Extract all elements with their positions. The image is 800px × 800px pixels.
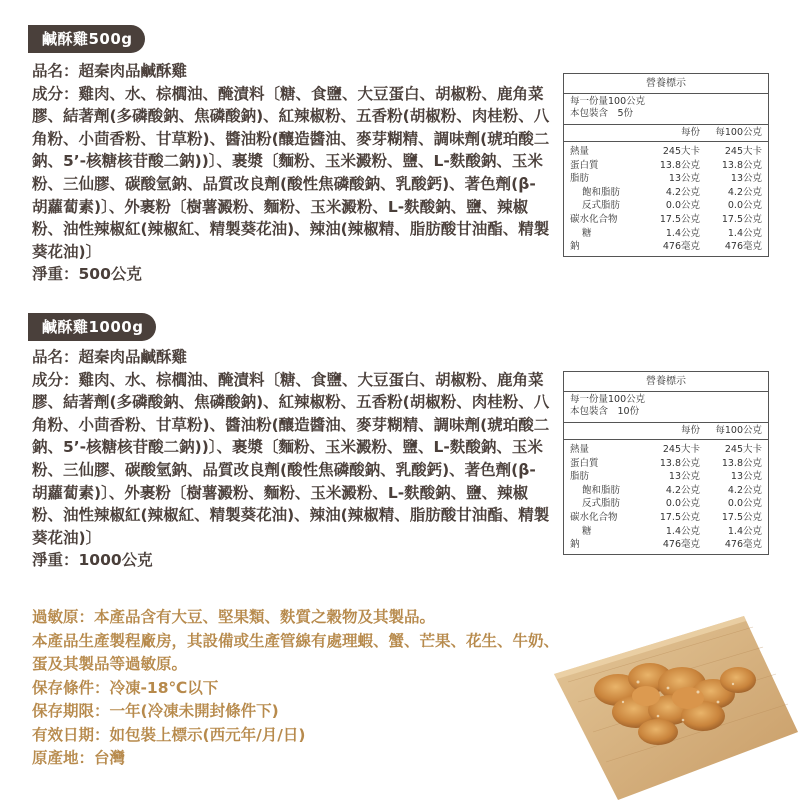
per-serving-value: 17.5公克 (659, 213, 700, 225)
serving-size: 每一份量100公克 (570, 96, 646, 107)
per-serving-value: 4.2公克 (665, 186, 700, 198)
per-serving-value: 245大卡 (662, 146, 700, 157)
per-serving-header: 每份 (680, 127, 700, 138)
nutrient-label: 脂肪 (570, 471, 590, 483)
nutrient-label: 糖 (582, 227, 592, 239)
nutrition-row (564, 497, 768, 511)
nutrient-label: 反式脂肪 (582, 498, 621, 510)
servings-per-package: 本包裝含 5份 (570, 108, 634, 119)
nutrition-table-1000g (563, 371, 769, 555)
per-100g-value: 13.8公克 (721, 159, 762, 171)
nutrition-row (564, 525, 768, 539)
per-serving-value: 245大卡 (662, 444, 700, 455)
nutrition-row (564, 145, 768, 159)
storage-line: 保存條件：冷凍-18℃以下 (32, 678, 219, 697)
servings-per-package: 本包裝含 10份 (570, 406, 640, 417)
nutrient-label: 糖 (582, 525, 592, 537)
per-serving-value: 1.4公克 (665, 227, 700, 239)
origin-line: 原產地：台灣 (32, 749, 126, 767)
nutrient-label: 飽和脂肪 (582, 484, 621, 496)
nutrition-header (564, 423, 768, 440)
per-100g-value: 1.4公克 (727, 525, 762, 537)
product-title-500g: 鹹酥雞500g (30, 25, 145, 53)
nutrition-row (564, 227, 768, 241)
nutrition-rows (564, 440, 768, 554)
per-100g-header: 每100公克 (715, 127, 762, 138)
facility-line: 本產品生產製程廠房，其設備或生產管線有處理蝦、蟹、芒果、花生、牛奶、蛋及其製品等過敏原。 (32, 631, 560, 673)
per-serving-value: 1.4公克 (665, 525, 700, 537)
per-100g-value: 476毫克 (724, 539, 762, 551)
per-100g-value: 4.2公克 (727, 186, 762, 198)
nutrient-label: 脂肪 (570, 173, 590, 185)
per-serving-value: 13公克 (668, 173, 700, 185)
per-100g-value: 17.5公克 (721, 511, 762, 523)
product-info-500g (32, 60, 550, 286)
serving-size: 每一份量100公克 (570, 394, 646, 405)
nutrient-label: 飽和脂肪 (582, 186, 621, 198)
nutrient-label: 鈉 (570, 241, 580, 253)
nutrition-rows (564, 142, 768, 256)
expiry-line: 有效日期：如包裝上標示(西元年/月/日) (32, 725, 306, 744)
per-serving-value: 0.0公克 (665, 200, 700, 212)
per-serving-value: 0.0公克 (665, 498, 700, 510)
per-serving-value: 13公克 (668, 471, 700, 483)
nutrition-row (564, 172, 768, 186)
per-100g-header: 每100公克 (715, 425, 762, 436)
serving-info (564, 94, 768, 125)
per-100g-value: 13公克 (730, 471, 762, 483)
nutrient-label: 蛋白質 (570, 159, 599, 171)
per-100g-value: 13公克 (730, 173, 762, 185)
product-title-1000g: 鹹酥雞1000g (30, 313, 156, 341)
per-serving-header: 每份 (680, 425, 700, 436)
nutrient-label: 熱量 (570, 146, 590, 157)
nutrition-title: 營養標示 (564, 74, 768, 94)
nutrition-row (564, 443, 768, 457)
per-100g-value: 1.4公克 (727, 227, 762, 239)
net-weight: 淨重：1000公克 (32, 551, 153, 570)
per-100g-value: 13.8公克 (721, 457, 762, 469)
per-serving-value: 4.2公克 (665, 484, 700, 496)
per-100g-value: 245大卡 (724, 146, 762, 157)
shelf-life-line: 保存期限：一年(冷凍未開封條件下) (32, 702, 279, 720)
nutrition-row (564, 538, 768, 552)
nutrition-table-500g (563, 73, 769, 257)
product-name-line: 品名：超秦肉品鹹酥雞 (32, 62, 188, 80)
nutrition-header (564, 125, 768, 142)
per-100g-value: 0.0公克 (727, 200, 762, 212)
nutrient-label: 反式脂肪 (582, 200, 621, 212)
per-serving-value: 476毫克 (662, 241, 700, 253)
nutrition-row (564, 484, 768, 498)
nutrient-label: 鈉 (570, 539, 580, 551)
per-serving-value: 17.5公克 (659, 511, 700, 523)
per-100g-value: 476毫克 (724, 241, 762, 253)
nutrition-row (564, 159, 768, 173)
per-100g-value: 17.5公克 (721, 213, 762, 225)
per-100g-value: 0.0公克 (727, 498, 762, 510)
ingredients-text: 成分：雞肉、水、棕櫚油、醃漬料〔糖、食鹽、大豆蛋白、胡椒粉、鹿角菜膠、結著劑(多磷酸鈉、焦磷酸鈉)、紅辣椒粉、五香粉(胡椒粉、肉桂粉、八角粉、小茴香粉、甘草粉)、醬油粉(釀造醬油、麥芽糊精、調味劑(琥珀酸二鈉、5’-核糖核苷酸二鈉))〕、裹漿〔麵粉、玉米澱粉、鹽、L-麩酸鈉、玉米粉、三仙膠、碳酸氫鈉、品質改良劑(酸性焦磷酸鈉、乳酸鈣)、著色劑(β-胡蘿蔔素)〕、外裹粉〔樹薯澱粉、麵粉、玉米澱粉、L-麩酸鈉、鹽、辣椒粉、油性辣椒紅(辣椒紅、精製葵花油)、辣油(辣椒精、脂肪酸甘油酯、精製葵花油)〕 (32, 370, 550, 547)
serving-info (564, 392, 768, 423)
net-weight: 淨重：500公克 (32, 265, 142, 284)
footer-info (32, 606, 562, 771)
per-serving-value: 476毫克 (662, 539, 700, 551)
per-100g-value: 245大卡 (724, 444, 762, 455)
ingredients-text: 成分：雞肉、水、棕櫚油、醃漬料〔糖、食鹽、大豆蛋白、胡椒粉、鹿角菜膠、結著劑(多磷酸鈉、焦磷酸鈉)、紅辣椒粉、五香粉(胡椒粉、肉桂粉、八角粉、小茴香粉、甘草粉)、醬油粉(釀造醬油、麥芽糊精、調味劑(琥珀酸二鈉、5’-核糖核苷酸二鈉))〕、裹漿〔麵粉、玉米澱粉、鹽、L-麩酸鈉、玉米粉、三仙膠、碳酸氫鈉、品質改良劑(酸性焦磷酸鈉、乳酸鈣)、著色劑(β-胡蘿蔔素)〕、外裹粉〔樹薯澱粉、麵粉、玉米澱粉、L-麩酸鈉、鹽、辣椒粉、油性辣椒紅(辣椒紅、精製葵花油)、辣油(辣椒精、脂肪酸甘油酯、精製葵花油)〕 (32, 84, 550, 261)
nutrition-title: 營養標示 (564, 372, 768, 392)
product-info-1000g (32, 346, 550, 572)
nutrition-row (564, 240, 768, 254)
nutrient-label: 熱量 (570, 444, 590, 455)
fried-chicken-image (548, 612, 800, 800)
per-serving-value: 13.8公克 (659, 159, 700, 171)
nutrition-row (564, 511, 768, 525)
nutrition-row (564, 457, 768, 471)
nutrient-label: 碳水化合物 (570, 213, 618, 225)
per-100g-value: 4.2公克 (727, 484, 762, 496)
nutrient-label: 碳水化合物 (570, 511, 618, 523)
nutrition-row (564, 186, 768, 200)
product-name-line: 品名：超秦肉品鹹酥雞 (32, 348, 188, 366)
nutrition-row (564, 470, 768, 484)
nutrition-row (564, 199, 768, 213)
nutrition-row (564, 213, 768, 227)
allergen-line: 過敏原：本產品含有大豆、堅果類、麩質之穀物及其製品。 (32, 608, 436, 626)
nutrient-label: 蛋白質 (570, 457, 599, 469)
per-serving-value: 13.8公克 (659, 457, 700, 469)
